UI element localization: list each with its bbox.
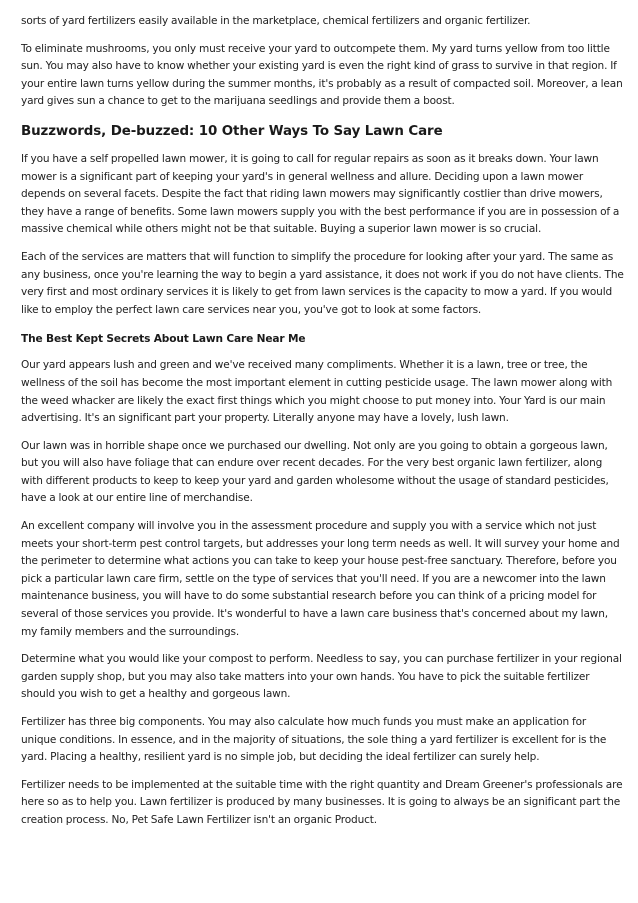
paragraph-compost: Determine what you would like your compost to perform. Needless to say, you can purchase fertilizer in your regional garden supply shop, but you may also take matters into your own hands. You have to pick the suitable fertilizer should you wish to get a healthy and gorgeous lawn. <box>21 653 622 701</box>
paragraph-lawn-mower: If you have a self propelled lawn mower, it is going to call for regular repairs as soon as it breaks down. Your lawn mower is a significant part of keeping your yard's in general wellness and allure. Deciding upon a lawn mower depends on several facets. Despite the fact that riding lawn mowers may significantly costlier than drive mowers, they have a range of benefits. Some lawn mowers supply you with the best performance if you are in possession of a massive chemical while others might not be that suitable. Buying a superior lawn mower is so crucial. <box>21 152 620 236</box>
heading-best-kept-secrets: The Best Kept Secrets About Lawn Care Near Me <box>21 333 306 346</box>
paragraph-services: Each of the services are matters that will function to simplify the procedure for looking after your yard. The same as any business, once you're learning the way to begin a yard assistance, it does not work if you do not have clients. The very first and most ordinary services it is likely to get from lawn services is the capacity to mow a yard. If you would like to employ the perfect lawn care services near you, you've got to look at some factors. <box>21 250 624 316</box>
paragraph-yard-lush: Our yard appears lush and green and we've received many compliments. Whether it is a lawn, tree or tree, the wellness of the soil has become the most important element in cutting pesticide usage. The lawn mower along with the weed whacker are likely the exact first things which you might choose to put money into. Your Yard is our main advertising. It's an significant part your property. Literally anyone may have a lovely, lush lawn. <box>21 359 613 425</box>
paragraph-fertilizer-components: Fertilizer has three big components. You may also calculate how much funds you must make an application for unique conditions. In essence, and in the majority of situations, the sole thing a yard fertilizer is excellent for is the yard. Placing a healthy, resilient yard is no simple job, but deciding the ideal fertilizer can surely help. <box>21 716 607 764</box>
paragraph-excellent-company: An excellent company will involve you in the assessment procedure and supply you with a service which not just meets your short-term pest control targets, but addresses your long term needs as well. It will survey your home and the perimeter to determine what actions you can take to keep your house pest-free sanctuary. Therefore, before you pick a particular lawn care firm, settle on the type of services that you'll need. If you are a newcomer into the lawn maintenance business, you will have to do some substantial research before you can think of a pricing model for several of those services you provide. It's wonderful to have a lawn care business that's concerned about my lawn, my family members and the surroundings. <box>21 520 620 638</box>
paragraph-mushrooms: To eliminate mushrooms, you only must receive your yard to outcompete them. My yard turns yellow from too little sun. You may also have to know whether your existing yard is even the right kind of grass to survive in that region. If your entire lawn turns yellow during the summer months, it's probably as a result of compacted soil. Moreover, a lean yard gives sun a chance to get to the marijuana seedlings and provide them a boost. <box>21 42 623 108</box>
paragraph-fertilizer-timing: Fertilizer needs to be implemented at the suitable time with the right quantity and Dream Greener's professionals are here so as to help you. Lawn fertilizer is produced by many businesses. It is going to always be an significant part the creation process. No, Pet Safe Lawn Fertilizer isn't an organic Product. <box>21 778 623 826</box>
paragraph-horrible-shape: Our lawn was in horrible shape once we purchased our dwelling. Not only are you going to obtain a gorgeous lawn, but you will also have foliage that can endure over recent decades. For the very best organic lawn fertilizer, along with different products to keep to keep your yard and garden wholesome without the usage of standard pesticides, have a look at our entire line of merchandise. <box>21 439 609 505</box>
heading-buzzwords: Buzzwords, De-buzzed: 10 Other Ways To Say Lawn Care <box>21 123 443 139</box>
paragraph-fertilizer-types: sorts of yard fertilizers easily available in the marketplace, chemical fertilizers and organic fertilizer. <box>21 15 531 27</box>
